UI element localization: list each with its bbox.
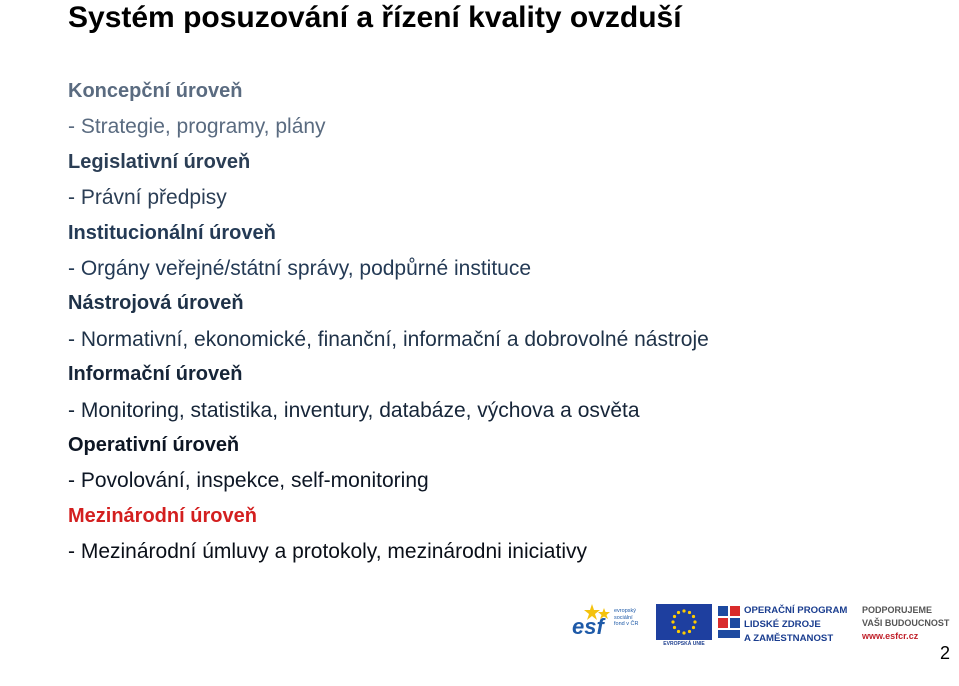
- level-heading: Institucionální úroveň: [68, 221, 276, 244]
- eu-flag-icon: [656, 604, 712, 640]
- level-heading: Mezinárodní úroveň: [68, 504, 257, 527]
- level-item: - Mezinárodní úmluvy a protokoly, mezinárodni iniciativy: [68, 540, 587, 564]
- op-caption: OPERAČNÍ PROGRAM LIDSKÉ ZDROJE A ZAMĚSTNANOST: [744, 605, 848, 644]
- op-emblem-icon: [716, 602, 742, 642]
- level-item: - Orgány veřejné/státní správy, podpůrné instituce: [68, 256, 532, 280]
- level-item: - Právní předpisy: [68, 186, 227, 210]
- level-item: - Monitoring, statistika, inventury, databáze, výchova a osvěta: [68, 398, 640, 422]
- esf-logo: [570, 602, 652, 648]
- support-caption: PODPORUJEME VAŠI BUDOUCNOST www.esfcr.cz: [862, 604, 957, 648]
- logo-strip: [570, 602, 955, 650]
- level-heading: Legislativní úroveň: [68, 150, 251, 173]
- eu-flag-logo: [656, 604, 712, 648]
- slide-title: Systém posuzování a řízení kvality ovzduší: [68, 1, 682, 34]
- level-item: - Normativní, ekonomické, finanční, informační a dobrovolné nástroje: [68, 327, 709, 351]
- page-number: 2: [939, 643, 950, 663]
- levels-list: [68, 74, 948, 569]
- level-heading: Koncepční úroveň: [68, 80, 243, 102]
- level-item: - Povolování, inspekce, self-monitoring: [68, 469, 429, 493]
- level-heading: Informační úroveň: [68, 363, 243, 386]
- level-heading: Operativní úroveň: [68, 433, 240, 456]
- esf-wordmark: esf: [572, 614, 604, 639]
- eu-caption: EVROPSKÁ UNIE: [663, 641, 705, 647]
- level-item: - Strategie, programy, plány: [68, 115, 326, 139]
- level-heading: Nástrojová úroveň: [68, 292, 244, 315]
- support-url: www.esfcr.cz: [862, 631, 919, 641]
- esf-caption: evropský sociální fond v ČR: [614, 608, 639, 627]
- op-lzz-logo: [716, 602, 851, 650]
